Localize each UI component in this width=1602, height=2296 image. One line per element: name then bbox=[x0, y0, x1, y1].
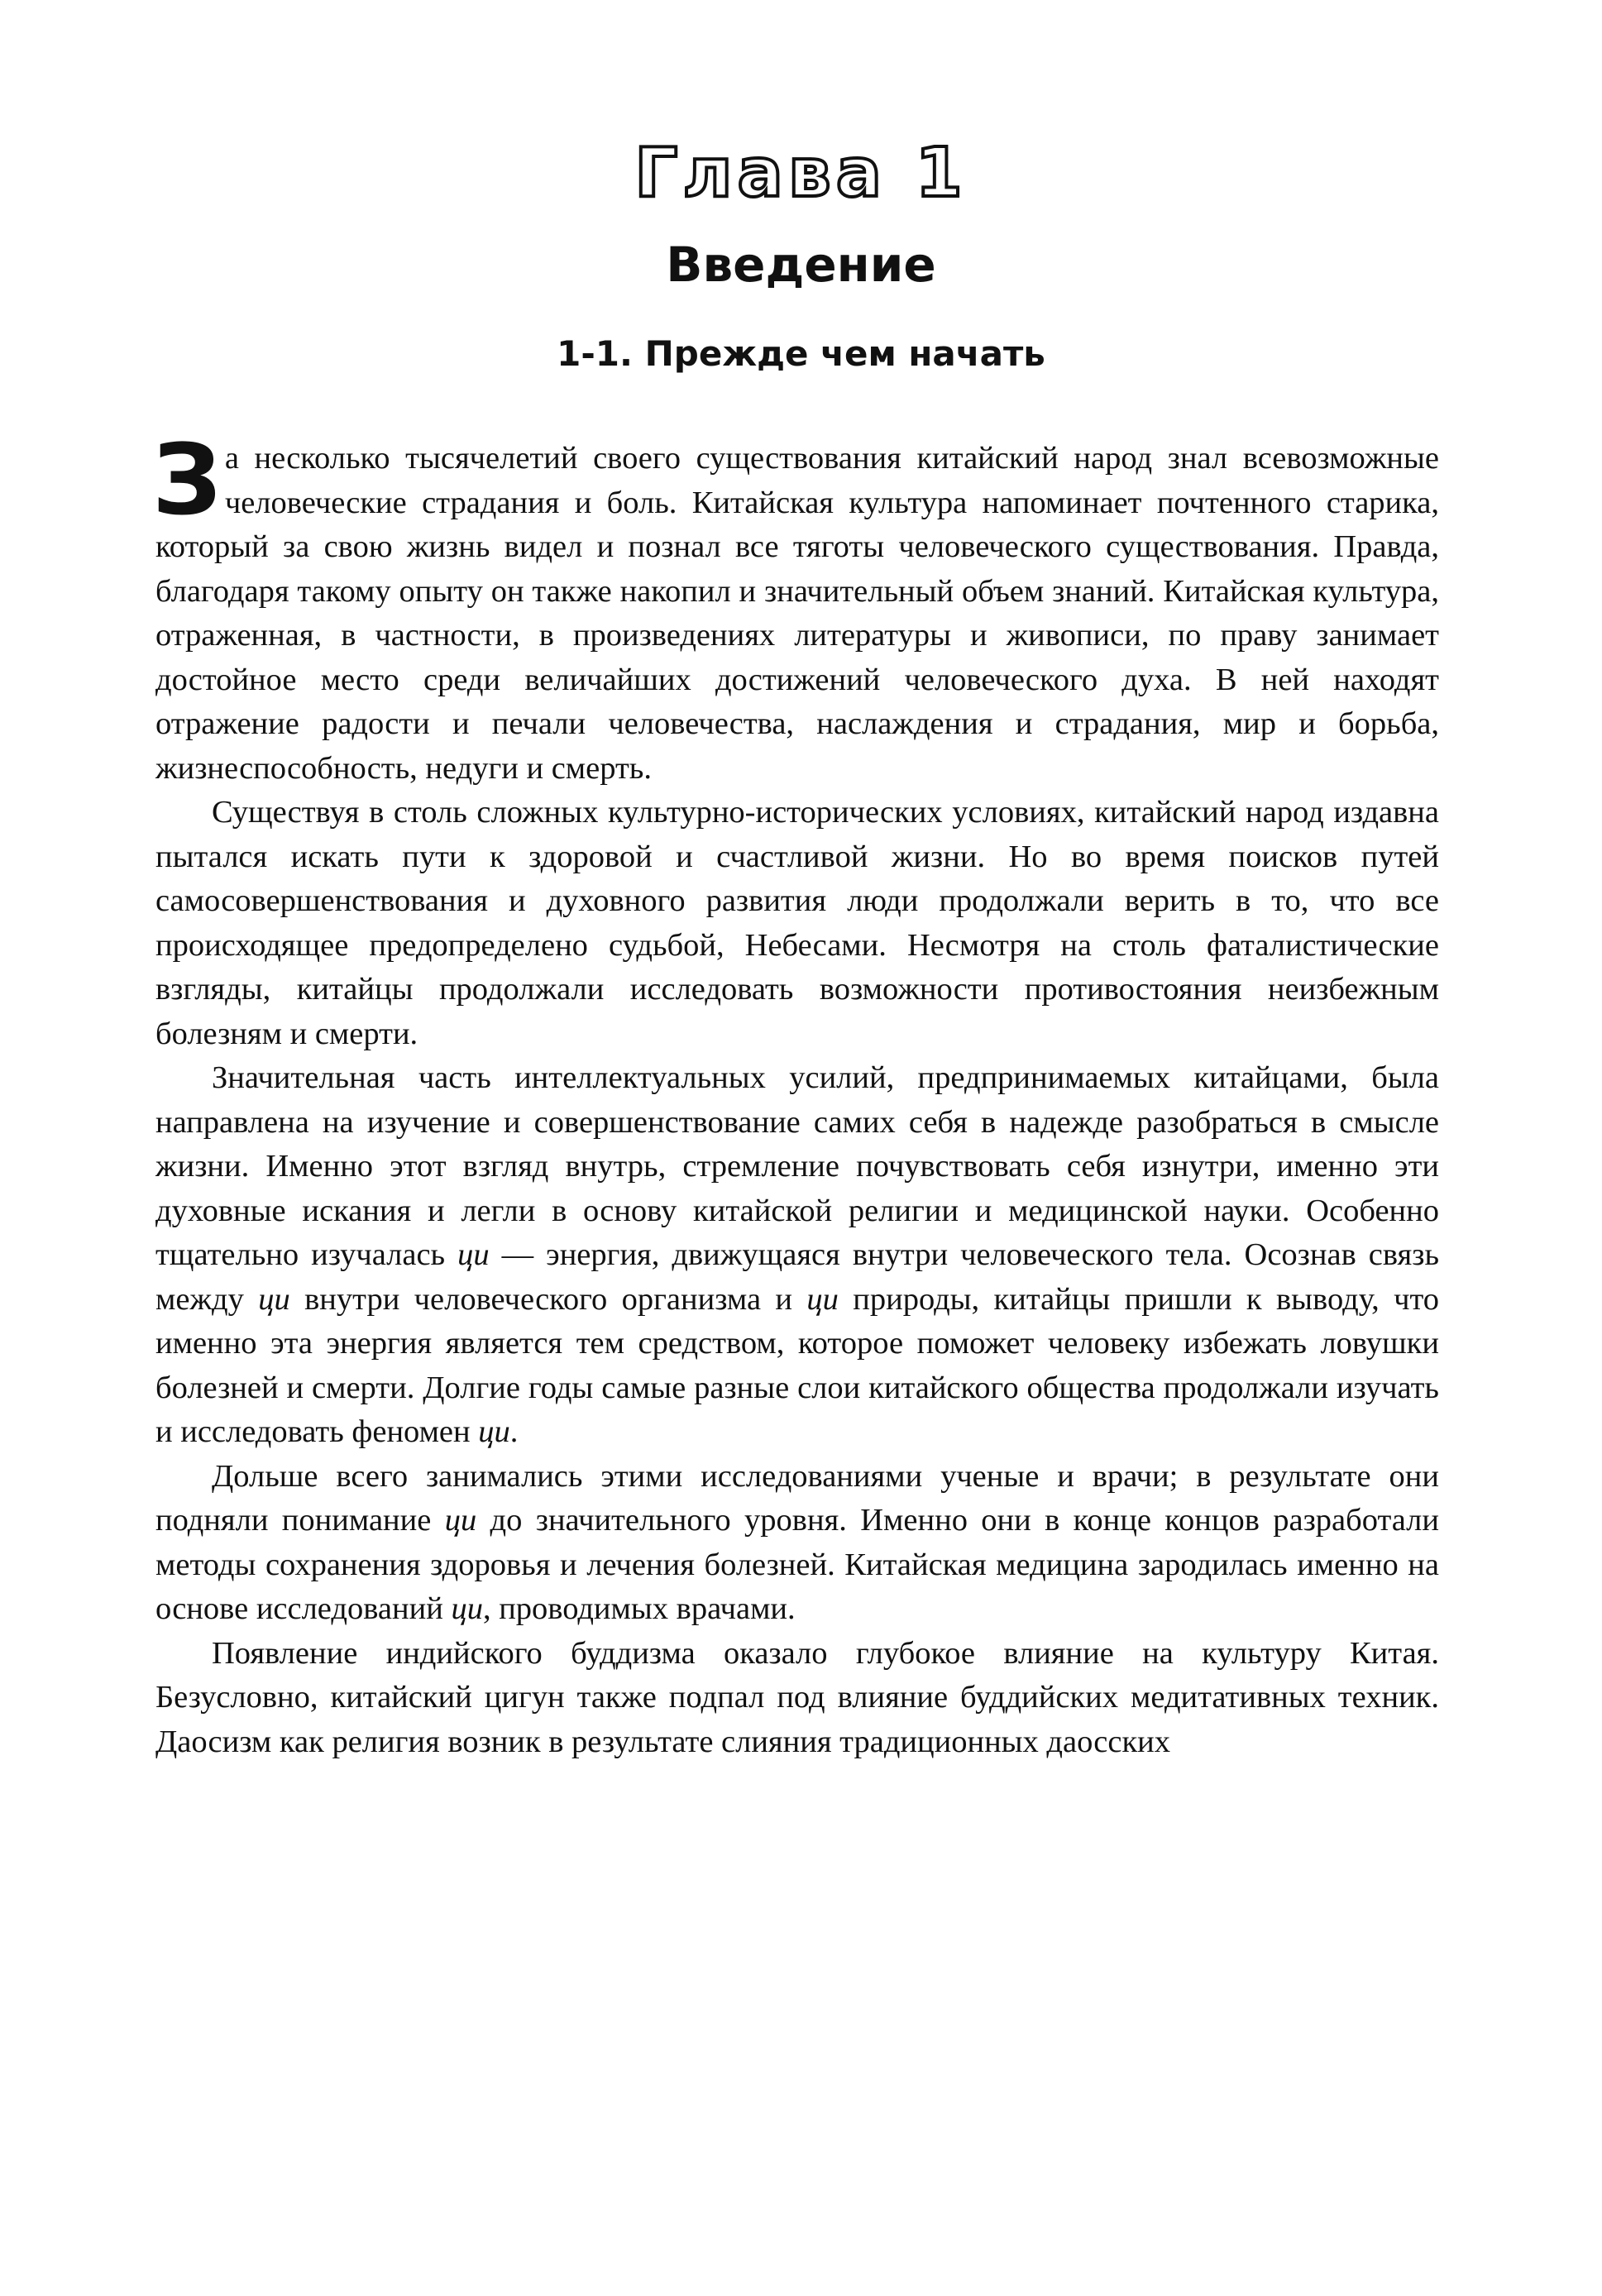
body-text bbox=[152, 423, 1440, 1764]
paragraph-2 bbox=[155, 791, 1439, 1056]
paragraph-4-text: до значительного уровня. Именно они в конце концов разработали методы сохранения здоровья и лечения болезней. Китайская медицина зародилась именно на основе исследований bbox=[155, 1503, 1439, 1626]
chapter-title: Введение bbox=[666, 237, 936, 293]
qi-term: ци bbox=[806, 1281, 839, 1317]
paragraph-3-text: — энергия, движущаяся внутри человеческого тела. Осознав связь между bbox=[155, 1237, 1440, 1317]
paragraph-1 bbox=[152, 423, 1439, 791]
section-title: 1-1. Прежде чем начать bbox=[557, 333, 1045, 374]
paragraph-5 bbox=[155, 1632, 1439, 1765]
qi-term: ци bbox=[478, 1414, 510, 1449]
qi-term: ци bbox=[457, 1237, 490, 1272]
drop-cap: З bbox=[152, 423, 222, 537]
paragraph-5-text: Появление индийского буддизма оказало глубокое влияние на культуру Китая. Безусловно, китайский цигун также подпал под влияние буддийских медитативных техник. Даосизм как религия возник в результате слияния традиционных даосских bbox=[155, 1635, 1439, 1759]
paragraph-2-text: Существуя в столь сложных культурно-исторических условиях, китайский народ издавна пытался искать пути к здоровой и счастливой жизни. Но во время поисков путей самосовершенствования и духовного развития люди продолжали верить в то, что все происходящее предопределено судьбой, Небесами. Несмотря на столь фаталистические взгляды, китайцы продолжали исследовать возможности противостояния неизбежным болезням и смерти. bbox=[155, 795, 1439, 1051]
paragraph-3-text: Значительная часть интеллектуальных усилий, предпринимаемых китайцами, была направлена на изучение и совершенствование самих себя в надежде разобраться в смысле жизни. Именно этот взгляд внутрь, стремление почувствовать себя изнутри, именно эти духовные искания и легли в основу китайской религии и медицинской науки. Особенно тщательно изучалась bbox=[155, 1060, 1439, 1272]
paragraph-3-text: природы, китайцы пришли к выводу, что именно эта энергия является тем средством, которое поможет человеку избежать ловушки болезней и смерти. Долгие годы самые разные слои китайского общества продолжали изучать и исследовать феномен bbox=[155, 1281, 1440, 1449]
paragraph-3 bbox=[155, 1056, 1439, 1455]
paragraph-4-text: Дольше всего занимались этими исследованиями ученые и врачи; в результате они подняли понимание bbox=[155, 1458, 1439, 1538]
paragraph-4 bbox=[155, 1455, 1439, 1632]
paragraph-1-text: а несколько тысячелетий своего существования китайский народ знал всевозможные человеческие страдания и боль. Китайская культура напоминает почтенного старика, который за свою жизнь видел и познал все тяготы человеческого существования. Правда, благодаря такому опыту он также накопил и значительный объем знаний. Китайская культура, отраженная, в частности, в произведениях литературы и живописи, по праву занимает достойное место среди величайших достижений человеческого духа. В ней находят отражение радости и печали человечества, наслаждения и страдания, мир и борьба, жизнеспособность, недуги и смерть. bbox=[155, 441, 1439, 786]
qi-term: ци bbox=[451, 1591, 483, 1626]
qi-term: ци bbox=[444, 1503, 477, 1538]
paragraph-4-text: , проводимых врачами. bbox=[482, 1591, 796, 1626]
chapter-label: Глава 1 bbox=[634, 134, 968, 213]
paragraph-3-text: внутри человеческого организма и bbox=[289, 1281, 807, 1317]
paragraph-3-text: . bbox=[509, 1414, 519, 1449]
qi-term: ци bbox=[258, 1281, 290, 1317]
